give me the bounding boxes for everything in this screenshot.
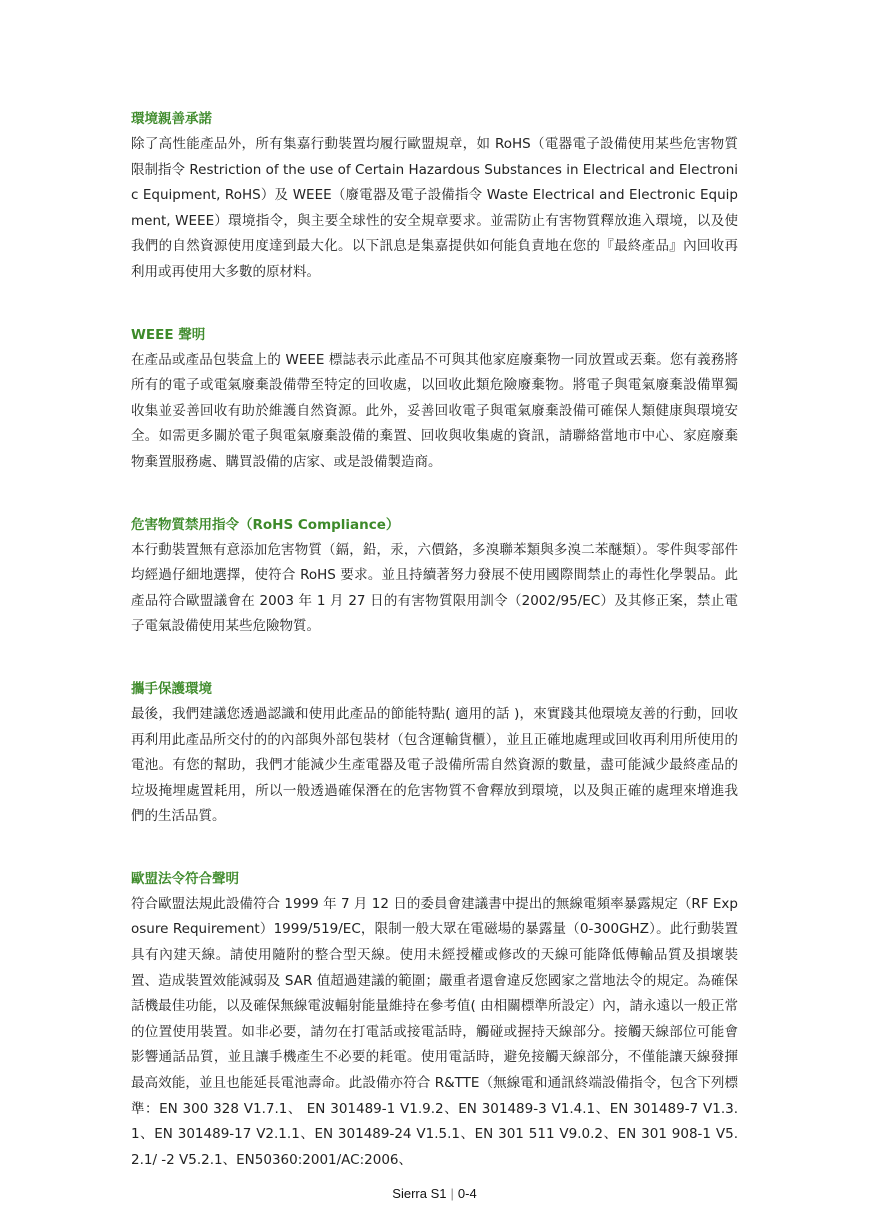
footer-product-name: Sierra S1 xyxy=(392,1186,447,1201)
section-heading: 歐盟法令符合聲明 xyxy=(131,870,239,887)
page-footer xyxy=(0,1186,869,1201)
section-heading: 危害物質禁用指令（RoHS Compliance） xyxy=(131,516,400,533)
footer-separator: | xyxy=(450,1186,454,1201)
section-rohs-compliance xyxy=(131,512,738,640)
section-protect-environment xyxy=(131,676,738,830)
section-paragraph: 除了高性能產品外，所有集嘉行動裝置均履行歐盟規章，如 RoHS（電器電子設備使用某些危害物質限制指令 Restriction of the use of Certain Hazardous Substances in Electrical and Electronic Equipment, RoHS）及 WEEE（廢電器及電子設備指令 Waste Electrical and Electronic Equipment, WEEE）環境指令，與主要全球性的安全規章要求。並需防止有害物質釋放進入環境，以及使我們的自然資源使用度達到最大化。以下訊息是集嘉提供如何能負責地在您的『最終產品』內回收再利用或再使用大多數的原材料。 xyxy=(131,136,738,280)
section-paragraph: 符合歐盟法規此設備符合 1999 年 7 月 12 日的委員會建議書中提出的無線電頻率暴露規定（RF Exposure Requirement）1999/519/EC，限制一般大眾在電磁場的暴露量（0-300GHZ）。此行動裝置具有內建天線。請使用隨附的整合型天線。使用未經授權或修改的天線可能降低傳輸品質及損壞裝置、造成裝置效能減弱及 SAR 值超過建議的範圍；嚴重者還會違反您國家之當地法令的規定。為確保話機最佳功能，以及確保無線電波輻射能量維持在參考值( 由相關標準所設定）內，請永遠以一般正常的位置使用裝置。如非必要，請勿在打電話或接電話時，觸碰或握持天線部分。接觸天線部位可能會影響通話品質，並且讓手機產生不必要的耗電。使用電話時，避免接觸天線部分，不僅能讓天線發揮最高效能，並且也能延長電池壽命。此設備亦符合 R&TTE（無線電和通訊終端設備指令，包含下列標準：EN 300 328 V1.7.1、 EN 301489-1 V1.9.2、EN 301489-3 V1.4.1、EN 301489-7 V1.3.1、EN 301489-17 V2.1.1、EN 301489-24 V1.5.1、EN 301 511 V9.0.2、EN 301 908-1 V5.2.1/ -2 V5.2.1、EN50360:2001/AC:2006、 xyxy=(131,895,738,1168)
section-environment-commitment xyxy=(131,106,738,286)
section-eu-declaration xyxy=(131,866,738,1174)
section-heading: WEEE 聲明 xyxy=(131,326,206,343)
section-paragraph: 本行動裝置無有意添加危害物質（鎘，鉛，汞，六價鉻，多溴聯苯類與多溴二苯醚類）。零件與零部件均經過仔細地選擇，使符合 RoHS 要求。並且持續著努力發展不使用國際間禁止的毒性化學製品。此產品符合歐盟議會在 2003 年 1 月 27 日的有害物質限用訓令（2002/95/EC）及其修正案，禁止電子電氣設備使用某些危險物質。 xyxy=(131,541,738,635)
section-heading: 攜手保護環境 xyxy=(131,680,212,697)
document-body xyxy=(131,106,738,1209)
section-heading: 環境親善承諾 xyxy=(131,111,212,127)
section-weee-statement xyxy=(131,322,738,476)
footer-page-number: 0-4 xyxy=(457,1186,477,1201)
section-paragraph: 在產品或產品包裝盒上的 WEEE 標誌表示此產品不可與其他家庭廢棄物一同放置或丟棄。您有義務將所有的電子或電氣廢棄設備帶至特定的回收處，以回收此類危險廢棄物。將電子與電氣廢棄設備單獨收集並妥善回收有助於維護自然資源。此外，妥善回收電子與電氣廢棄設備可確保人類健康與環境安全。如需更多關於電子與電氣廢棄設備的棄置、回收與收集處的資訊，請聯絡當地市中心、家庭廢棄物棄置服務處、購買設備的店家、或是設備製造商。 xyxy=(131,351,738,470)
section-paragraph: 最後，我們建議您透過認識和使用此產品的節能特點( 適用的話 )，來實踐其他環境友善的行動，回收再利用此產品所交付的的內部與外部包裝材（包含運輸貨櫃），並且正確地處理或回收再利用所使用的電池。有您的幫助，我們才能減少生產電器及電子設備所需自然資源的數量，盡可能減少最終產品的垃圾掩埋處置耗用，所以一般透過確保潛在的危害物質不會釋放到環境，以及與正確的處理來增進我們的生活品質。 xyxy=(131,705,738,825)
